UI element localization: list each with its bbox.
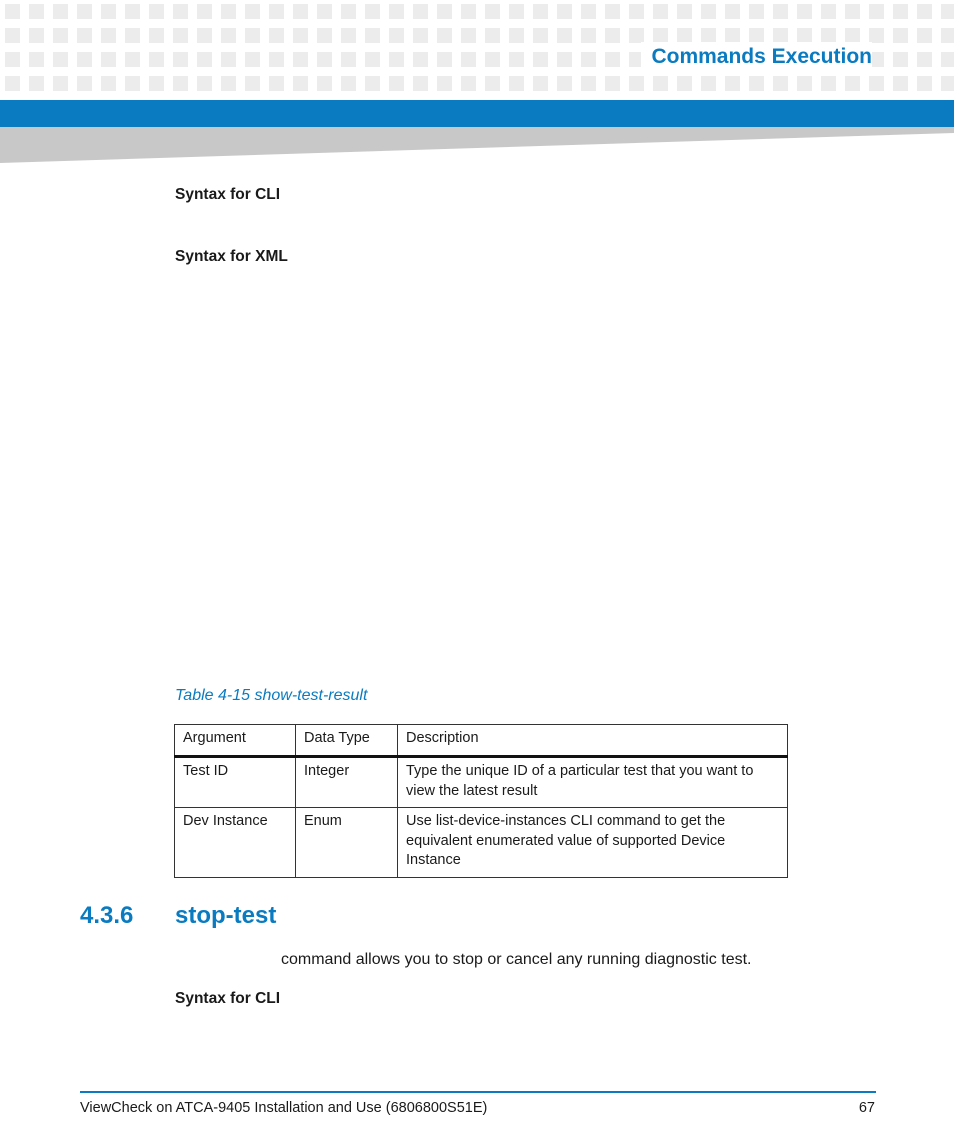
cell-argument: Dev Instance [175, 808, 296, 878]
header-pattern-square [125, 4, 140, 19]
arguments-table [174, 724, 788, 878]
header-pattern-square [509, 4, 524, 19]
header-pattern-square [53, 4, 68, 19]
header-pattern-square [293, 4, 308, 19]
header-pattern-square [221, 52, 236, 67]
header-pattern-square [749, 28, 764, 43]
header-pattern-square [269, 4, 284, 19]
header-pattern-square [581, 76, 596, 91]
header-pattern-square [893, 76, 908, 91]
header-pattern-square [293, 76, 308, 91]
header-pattern-square [629, 28, 644, 43]
header-pattern-square [197, 28, 212, 43]
section-title: stop-test [175, 902, 277, 929]
cell-description: Use list-device-instances CLI command to get the equivalent enumerated value of supported Device Instance [398, 808, 788, 878]
header-pattern-square [149, 28, 164, 43]
header-pattern-square [437, 4, 452, 19]
header-pattern-square [893, 52, 908, 67]
header-pattern-square [941, 28, 954, 43]
header-pattern-square [749, 76, 764, 91]
running-header-title: Commands Execution [641, 42, 872, 72]
header-pattern-square [749, 4, 764, 19]
header-swoosh [0, 127, 954, 165]
cell-data-type: Enum [296, 808, 398, 878]
footer-doc-title: ViewCheck on ATCA-9405 Installation and Use (6806800S51E) [80, 1100, 488, 1116]
header-pattern-square [365, 52, 380, 67]
section-number: 4.3.6 [80, 902, 134, 929]
header-pattern-square [413, 4, 428, 19]
header-pattern-square [173, 28, 188, 43]
header-pattern-square [461, 76, 476, 91]
header-pattern-square [917, 4, 932, 19]
header-pattern-square [917, 52, 932, 67]
header-pattern-square [245, 28, 260, 43]
header-pattern-square [605, 76, 620, 91]
header-pattern-square [197, 4, 212, 19]
header-pattern-square [125, 52, 140, 67]
header-pattern-square [317, 28, 332, 43]
header-pattern-square [245, 52, 260, 67]
header-pattern-square [701, 28, 716, 43]
header-pattern-square [821, 76, 836, 91]
header-pattern-square [773, 28, 788, 43]
header-data-type: Data Type [296, 725, 398, 757]
header-pattern-square [413, 28, 428, 43]
header-pattern-square [101, 28, 116, 43]
header-pattern-square [461, 52, 476, 67]
header-pattern-square [725, 76, 740, 91]
header-pattern-square [245, 76, 260, 91]
header-pattern-square [437, 76, 452, 91]
header-pattern-square [509, 52, 524, 67]
header-pattern-square [461, 4, 476, 19]
header-pattern-square [629, 76, 644, 91]
header-pattern-square [341, 76, 356, 91]
header-pattern-square [557, 28, 572, 43]
header-pattern-square [677, 4, 692, 19]
header-pattern-square [317, 76, 332, 91]
header-pattern-square [365, 76, 380, 91]
header-pattern-square [365, 4, 380, 19]
header-pattern-square [869, 4, 884, 19]
header-pattern-square [149, 76, 164, 91]
header-pattern-square [677, 28, 692, 43]
header-pattern-square [845, 28, 860, 43]
header-pattern-square [533, 52, 548, 67]
header-pattern-square [53, 52, 68, 67]
header-pattern-square [5, 4, 20, 19]
header-pattern-square [533, 28, 548, 43]
section-body: command allows you to stop or cancel any running diagnostic test. [281, 951, 752, 968]
header-pattern-square [197, 76, 212, 91]
header-pattern-square [365, 28, 380, 43]
header-pattern-square [341, 4, 356, 19]
cell-data-type: Integer [296, 757, 398, 808]
header-pattern-square [101, 76, 116, 91]
header-pattern-square [653, 76, 668, 91]
header-pattern-square [77, 28, 92, 43]
header-pattern-square [485, 4, 500, 19]
header-pattern-square [821, 28, 836, 43]
header-pattern-square [701, 76, 716, 91]
header-pattern-square [125, 76, 140, 91]
header-pattern-square [605, 4, 620, 19]
cell-argument: Test ID [175, 757, 296, 808]
header-pattern-square [221, 76, 236, 91]
header-pattern-square [293, 28, 308, 43]
header-pattern-square [101, 52, 116, 67]
syntax-xml-heading: Syntax for XML [175, 248, 288, 265]
header-pattern-square [485, 28, 500, 43]
syntax-cli-heading: Syntax for CLI [175, 186, 281, 203]
header-pattern-square [941, 76, 954, 91]
header-pattern-square [5, 52, 20, 67]
header-pattern-square [869, 76, 884, 91]
header-pattern-square [293, 52, 308, 67]
header-pattern-square [797, 76, 812, 91]
header-pattern-square [845, 76, 860, 91]
header-pattern-square [437, 28, 452, 43]
table-row [175, 757, 788, 808]
header-pattern-square [29, 76, 44, 91]
header-pattern-square [389, 52, 404, 67]
header-pattern-square [317, 52, 332, 67]
header-pattern-square [533, 4, 548, 19]
header-pattern-square [653, 28, 668, 43]
header-pattern-square [701, 4, 716, 19]
header-pattern-square [461, 28, 476, 43]
cell-description: Type the unique ID of a particular test that you want to view the latest result [398, 757, 788, 808]
header-pattern-square [653, 4, 668, 19]
header-pattern-square [893, 4, 908, 19]
header-pattern-square [797, 28, 812, 43]
header-pattern-square [173, 4, 188, 19]
header-argument: Argument [175, 725, 296, 757]
header-pattern-square [389, 28, 404, 43]
header-pattern-square [773, 4, 788, 19]
syntax-cli-heading-2: Syntax for CLI [175, 990, 281, 1007]
header-pattern-square [5, 76, 20, 91]
header-pattern-square [29, 52, 44, 67]
header-pattern-square [941, 52, 954, 67]
header-pattern-square [125, 28, 140, 43]
header-blue-bar [0, 100, 954, 127]
header-pattern-square [941, 4, 954, 19]
header-pattern-square [149, 4, 164, 19]
header-pattern-square [77, 76, 92, 91]
header-pattern-square [149, 52, 164, 67]
header-pattern-square [725, 28, 740, 43]
header-pattern-square [221, 28, 236, 43]
footer-rule [80, 1091, 876, 1093]
header-pattern-square [221, 4, 236, 19]
header-pattern-square [341, 52, 356, 67]
header-pattern-square [53, 76, 68, 91]
header-pattern-square [437, 52, 452, 67]
header-pattern-square [581, 28, 596, 43]
header-pattern-square [269, 76, 284, 91]
header-pattern-square [29, 4, 44, 19]
header-description: Description [398, 725, 788, 757]
header-pattern-square [197, 52, 212, 67]
header-pattern-square [557, 4, 572, 19]
header-pattern-square [173, 52, 188, 67]
header-pattern-square [869, 28, 884, 43]
header-pattern-square [557, 76, 572, 91]
header-pattern-square [53, 28, 68, 43]
header-pattern-square [5, 28, 20, 43]
header-pattern-square [797, 4, 812, 19]
header-pattern-square [269, 28, 284, 43]
table-caption: Table 4-15 show-test-result [175, 687, 368, 704]
header-pattern-square [77, 52, 92, 67]
page-number: 67 [858, 1100, 875, 1116]
header-pattern-square [245, 4, 260, 19]
header-pattern-square [389, 4, 404, 19]
table-row [175, 808, 788, 878]
header-pattern-square [77, 4, 92, 19]
header-pattern-square [29, 28, 44, 43]
header-pattern-square [269, 52, 284, 67]
header-pattern-square [629, 4, 644, 19]
header-pattern-square [173, 76, 188, 91]
header-pattern-square [557, 52, 572, 67]
header-pattern-square [773, 76, 788, 91]
header-pattern-square [605, 52, 620, 67]
header-pattern-square [893, 28, 908, 43]
table-header-row [175, 725, 788, 757]
header-pattern-square [341, 28, 356, 43]
header-pattern-square [413, 76, 428, 91]
header-pattern-square [317, 4, 332, 19]
header-pattern-square [485, 76, 500, 91]
header-pattern-square [509, 76, 524, 91]
header-pattern-square [917, 76, 932, 91]
header-pattern-square [581, 4, 596, 19]
header-pattern-square [509, 28, 524, 43]
header-pattern-square [533, 76, 548, 91]
header-pattern-square [413, 52, 428, 67]
header-pattern-square [725, 4, 740, 19]
header-pattern-square [821, 4, 836, 19]
header-pattern-square [485, 52, 500, 67]
header-pattern-square [605, 28, 620, 43]
header-pattern-square [389, 76, 404, 91]
header-pattern-square [677, 76, 692, 91]
header-pattern-square [101, 4, 116, 19]
header-pattern-square [845, 4, 860, 19]
header-pattern-square [581, 52, 596, 67]
header-pattern-square [917, 28, 932, 43]
